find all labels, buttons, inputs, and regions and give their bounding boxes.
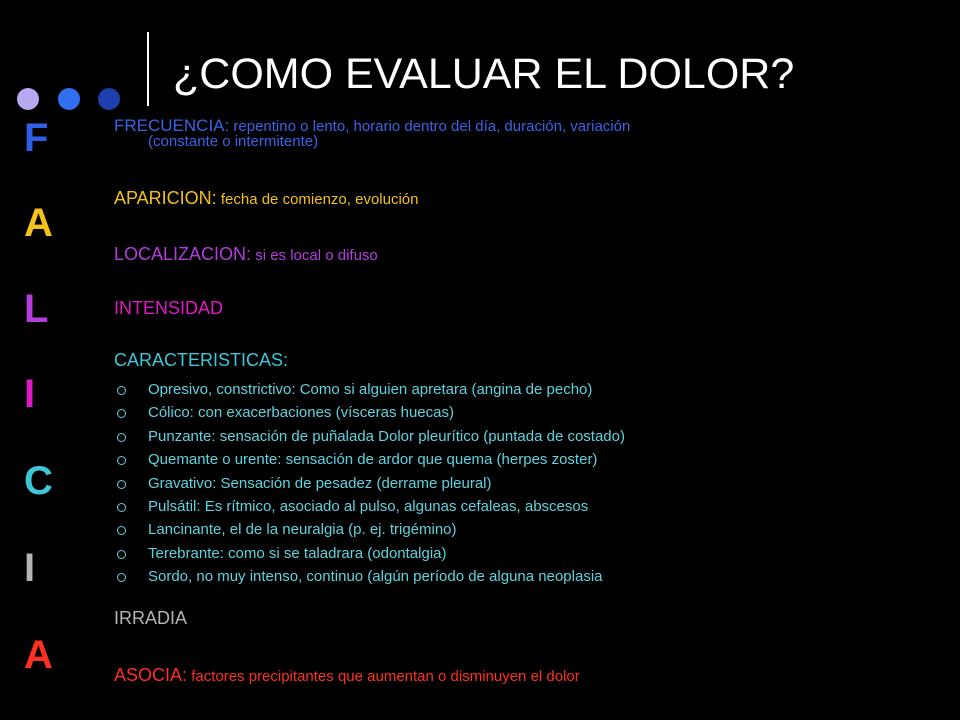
slide-title: ¿COMO EVALUAR EL DOLOR?: [173, 50, 795, 98]
bullet-circle-icon: [117, 386, 126, 395]
bullet-circle-icon: [117, 409, 126, 418]
list-item-text: Gravativo: Sensación de pesadez (derrame pleural): [148, 474, 492, 492]
caracteristicas-list: [114, 380, 625, 591]
intensidad-label: INTENSIDAD: [114, 298, 224, 318]
section-asocia: [114, 665, 946, 686]
aparicion-text: fecha de comienzo, evolución: [216, 191, 419, 208]
caracteristicas-label: CARACTERISTICAS:: [114, 350, 289, 370]
acronym-letter-i-2: I: [24, 546, 36, 590]
aparicion-label: APARICION:: [114, 188, 217, 208]
list-item: [114, 403, 625, 426]
decor-dot-3: [98, 88, 120, 110]
acronym-letter-c: C: [24, 459, 53, 503]
bullet-circle-icon: [117, 503, 126, 512]
list-item-text: Sordo, no muy intenso, continuo (algún período de alguna neoplasia: [148, 568, 603, 586]
list-item-text: Opresivo, constrictivo: Como si alguien apretara (angina de pecho): [148, 381, 593, 398]
list-item: [114, 427, 625, 450]
bullet-circle-icon: [117, 526, 126, 535]
list-item-text: Lancinante, el de la neuralgia (p. ej. trigémino): [148, 521, 457, 539]
asocia-text: factores precipitantes que aumentan o disminuyen el dolor: [187, 668, 580, 685]
asocia-label: ASOCIA:: [114, 665, 188, 685]
list-item: [114, 544, 625, 567]
list-item: [114, 497, 625, 520]
acronym-letter-f: F: [24, 116, 49, 160]
list-item-text: Pulsátil: Es rítmico, asociado al pulso, algunas cefaleas, abscesos: [148, 497, 589, 515]
list-item-text: Cólico: con exacerbaciones (vísceras huecas): [148, 404, 454, 422]
acronym-letter-a-2: A: [24, 633, 53, 677]
section-caracteristicas: [114, 350, 946, 371]
list-item: [114, 380, 625, 403]
list-item: [114, 520, 625, 543]
bullet-circle-icon: [117, 573, 126, 582]
bullet-circle-icon: [117, 480, 126, 489]
section-irradia: [114, 608, 946, 629]
acronym-letter-l: L: [24, 287, 49, 331]
section-intensidad: [114, 298, 946, 319]
decor-dot-2: [58, 88, 80, 110]
bullet-circle-icon: [117, 550, 126, 559]
localizacion-text: si es local o difuso: [251, 247, 378, 264]
section-localizacion: [114, 244, 946, 265]
section-aparicion: [114, 188, 946, 209]
bullet-circle-icon: [117, 456, 126, 465]
decor-dot-1: [17, 88, 39, 110]
acronym-letter-a: A: [24, 201, 53, 245]
irradia-label: IRRADIA: [114, 608, 188, 628]
list-item-text: Quemante o urente: sensación de ardor que quema (herpes zoster): [148, 451, 598, 469]
frecuencia-label: FRECUENCIA:: [114, 116, 230, 135]
acronym-letter-i: I: [24, 372, 36, 416]
list-item: [114, 474, 625, 497]
bullet-circle-icon: [117, 433, 126, 442]
list-item-text: Punzante: sensación de puñalada Dolor pleurítico (puntada de costado): [148, 427, 625, 445]
list-item: [114, 450, 625, 473]
list-item-text: Terebrante: como si se taladrara (odontalgia): [148, 544, 447, 562]
frecuencia-continuation: (constante o intermitente): [148, 133, 319, 150]
title-divider: [147, 32, 149, 106]
list-item: [114, 567, 625, 590]
section-frecuencia: [114, 116, 946, 150]
frecuencia-text: repentino o lento, horario dentro del día, duración, variación: [229, 118, 631, 135]
localizacion-label: LOCALIZACION:: [114, 244, 252, 264]
